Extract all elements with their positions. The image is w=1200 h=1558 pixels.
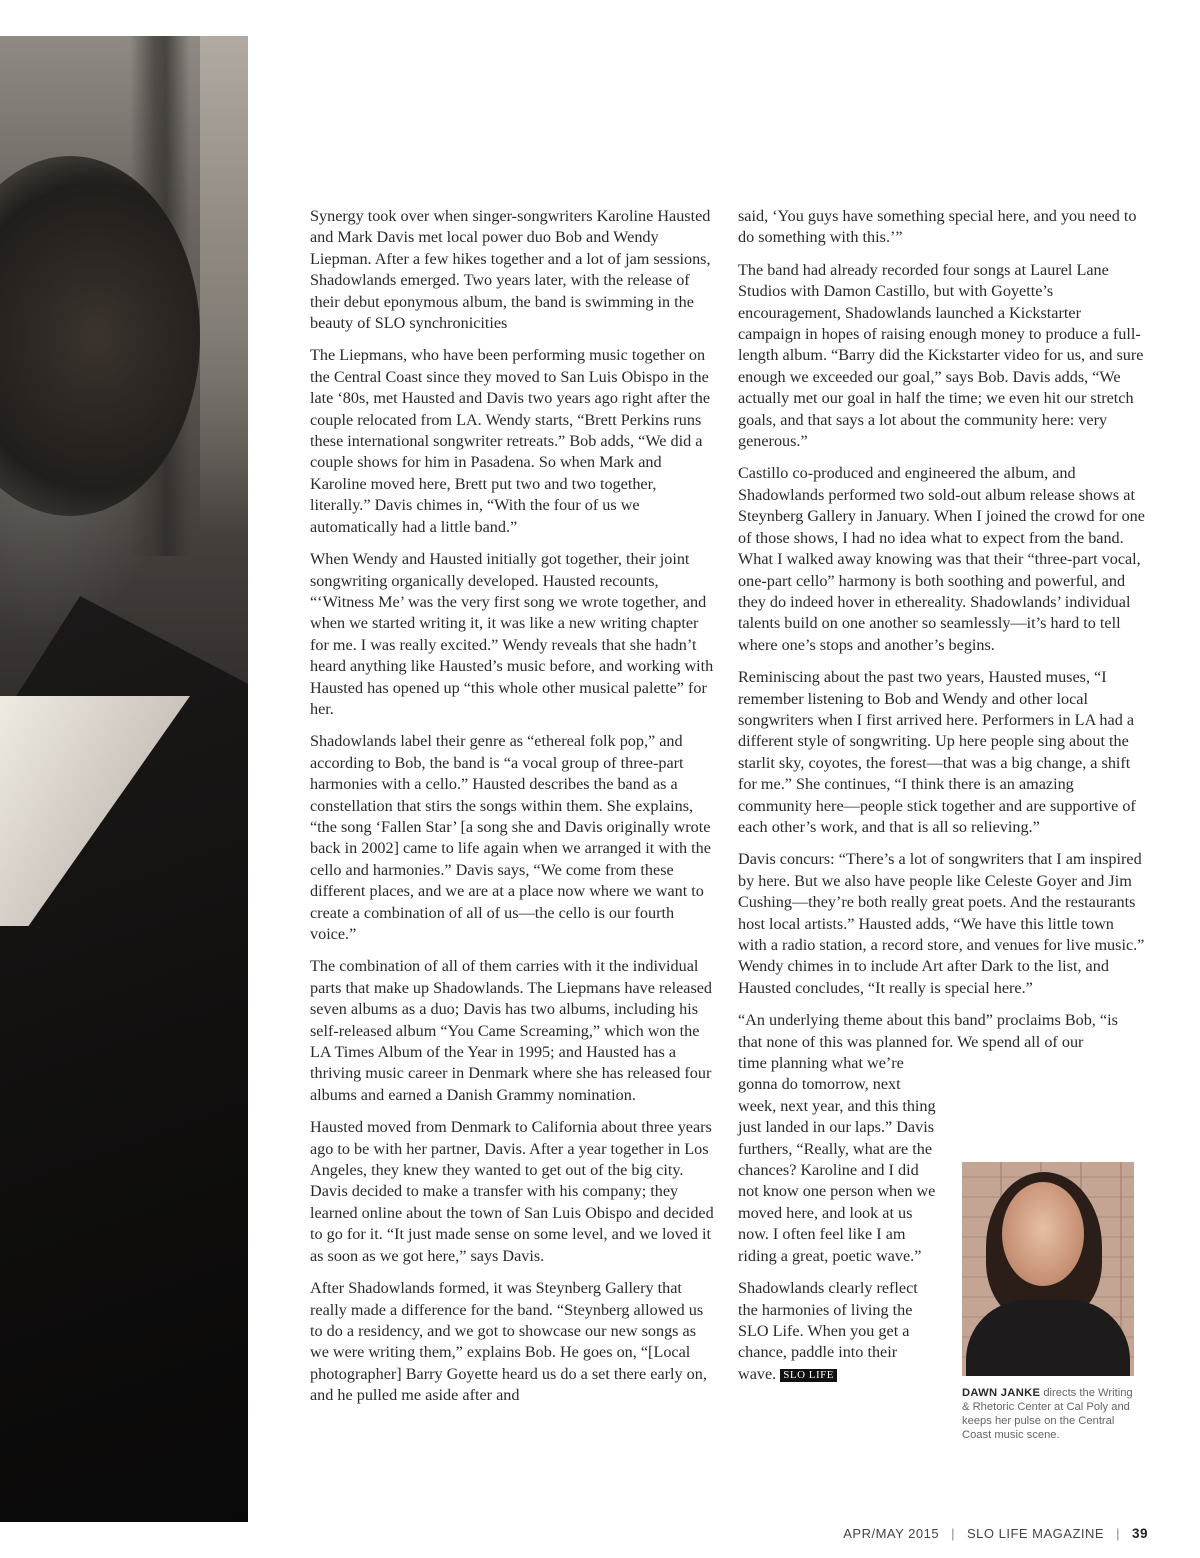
article-column-1	[310, 206, 718, 1418]
article-photo-musician	[0, 36, 248, 1522]
article-paragraph: The Liepmans, who have been performing music together on the Central Coast since they moved to San Luis Obispo in the late ‘80s, met Hausted and Davis two years ago right after the couple relocated from LA. Wendy starts, “Brett Perkins runs these international songwriter retreats.” Bob adds, “We did a couple shows for him in Pasadena. So when Mark and Karoline moved here, Brett put two and two together, literally.” Davis chimes in, “With the four of us we automatically had a little band.”	[310, 346, 711, 536]
article-paragraph: Reminiscing about the past two years, Hausted muses, “I remember listening to Bob and Wendy and other local songwriters when I first arrived here. Performers in LA had a different style of songwriting. Up here people sing about the starlit sky, coyotes, the forest—that was a big change, a shift for me.” She continues, “I think there is an amazing community here—people stick together and are supportive of each other’s work, and that is all so relieving.”	[738, 668, 1136, 836]
footer-separator: |	[1116, 1526, 1120, 1541]
theme-text-wrapped: time planning what we’re gonna do tomorrow, next week, next year, and this thing just landed in our laps.” Davis furthers, “Really, what are the chances? Karoline and I did not know one person when we moved here, and look at us now. I often feel like I am riding a great, poetic wave.”	[738, 1054, 936, 1265]
author-bio	[962, 1162, 1134, 1442]
slo-life-end-mark: SLO LIFE	[780, 1369, 837, 1382]
issue-date: APR/MAY 2015	[843, 1526, 940, 1541]
page-footer	[843, 1526, 1148, 1541]
article-paragraph: After Shadowlands formed, it was Steynberg Gallery that really made a difference for the band. “Steynberg allowed us to do a residency, and we got to showcase our new songs as we were writing them,” explains Bob. He goes on, “[Local photographer] Barry Goyette heard us do a set there early on, and he pulled me aside after and	[310, 1279, 707, 1405]
article-paragraph: Hausted moved from Denmark to California about three years ago to be with her partner, Davis. After a year together in Los Angeles, they knew they wanted to get out of the big city. Davis decided to make a transfer with his company; they learned online about the town of San Luis Obispo and decided to go for it. “It just made sense on some level, and we loved it as soon as we got here,” says Davis.	[310, 1118, 714, 1265]
author-caption	[962, 1386, 1134, 1442]
theme-text-full-width: “An underlying theme about this band” proclaims Bob, “is that none of this was planned for. We spend all of our	[738, 1011, 1118, 1051]
article-paragraph: Shadowlands label their genre as “ethereal folk pop,” and according to Bob, the band is “a vocal group of three-part harmonies with a cello.” Hausted describes the band as a constellation that stirs the songs within them. She explains, “the song ‘Fallen Star’ [a song she and Davis originally wrote back in 2002] came to life again when we arranged it with the cello and harmonies.” Davis says, “We come from these different places, and we are at a place now where we want to create a combination of all of us—the cello is our fourth voice.”	[310, 732, 711, 943]
article-paragraph: Synergy took over when singer-songwriters Karoline Hausted and Mark Davis met local power duo Bob and Wendy Liepman. After a few hikes together and a lot of jam sessions, Shadowlands emerged. Two years later, with the release of their debut eponymous album, the band is swimming in the beauty of SLO synchronicities	[310, 207, 711, 333]
article-paragraph: said, ‘You guys have something special here, and you need to do something with this.’”	[738, 207, 1137, 247]
author-description: directs the Writing & Rhetoric Center at Cal Poly and keeps her pulse on the Central Coast music scene.	[962, 1387, 1133, 1441]
magazine-name: SLO LIFE MAGAZINE	[966, 1526, 1105, 1541]
page-number: 39	[1131, 1526, 1148, 1541]
closing-text: Shadowlands clearly reflect the harmonies of living the SLO Life. When you get a chance, paddle into their wave.	[738, 1279, 918, 1383]
author-photo	[962, 1162, 1134, 1376]
article-paragraph: Davis concurs: “There’s a lot of songwriters that I am inspired by here. But we also have people like Celeste Goyer and Jim Cushing—they’re both really great poets. And the restaurants host local artists.” Hausted adds, “We have this little town with a radio station, a record store, and venues for live music.” Wendy chimes in to include Art after Dark to the list, and Hausted concludes, “It really is special here.”	[738, 850, 1145, 997]
article-paragraph: When Wendy and Hausted initially got together, their joint songwriting organically developed. Hausted recounts, “‘Witness Me’ was the very first song we wrote together, and when we started writing it, it was like a new writing chapter for me. I was really excited.” Wendy reveals that she hadn’t heard anything like Hausted’s music before, and working with Hausted has opened up “this whole other musical palette” for her.	[310, 550, 714, 718]
article-paragraph: Castillo co-produced and engineered the album, and Shadowlands performed two sold-out album release shows at Steynberg Gallery in January. When I joined the crowd for one of those shows, I had no idea what to expect from the band. What I walked away knowing was that their “three-part vocal, one-part cello” harmony is both soothing and powerful, and they do indeed hover in ethereality. Shadowlands’ individual talents build on one another so seamlessly—it’s hard to tell where one’s stops and another’s begins.	[738, 464, 1145, 654]
author-name: DAWN JANKE	[962, 1387, 1041, 1399]
article-closing-paragraph	[738, 1278, 938, 1385]
footer-separator: |	[951, 1526, 955, 1541]
article-paragraph-theme	[738, 1010, 1146, 1053]
article-paragraph: The combination of all of them carries with it the individual parts that make up Shadowlands. The Liepmans have released seven albums as a duo; Davis has two albums, including his self-released album “You Came Screaming,” which won the LA Times Album of the Year in 1995; and Hausted has a thriving music career in Denmark where she has released four albums and earned a Danish Grammy nomination.	[310, 957, 713, 1104]
article-paragraph: The band had already recorded four songs at Laurel Lane Studios with Damon Castillo, but with Goyette’s encouragement, Shadowlands launched a Kickstarter campaign in hopes of raising enough money to produce a full-length album. “Barry did the Kickstarter video for us, and sure enough we exceeded our goal,” says Bob. Davis adds, “We actually met our goal in half the time; we even hit our stretch goals, and that says a lot about the community here: very generous.”	[738, 260, 1144, 451]
